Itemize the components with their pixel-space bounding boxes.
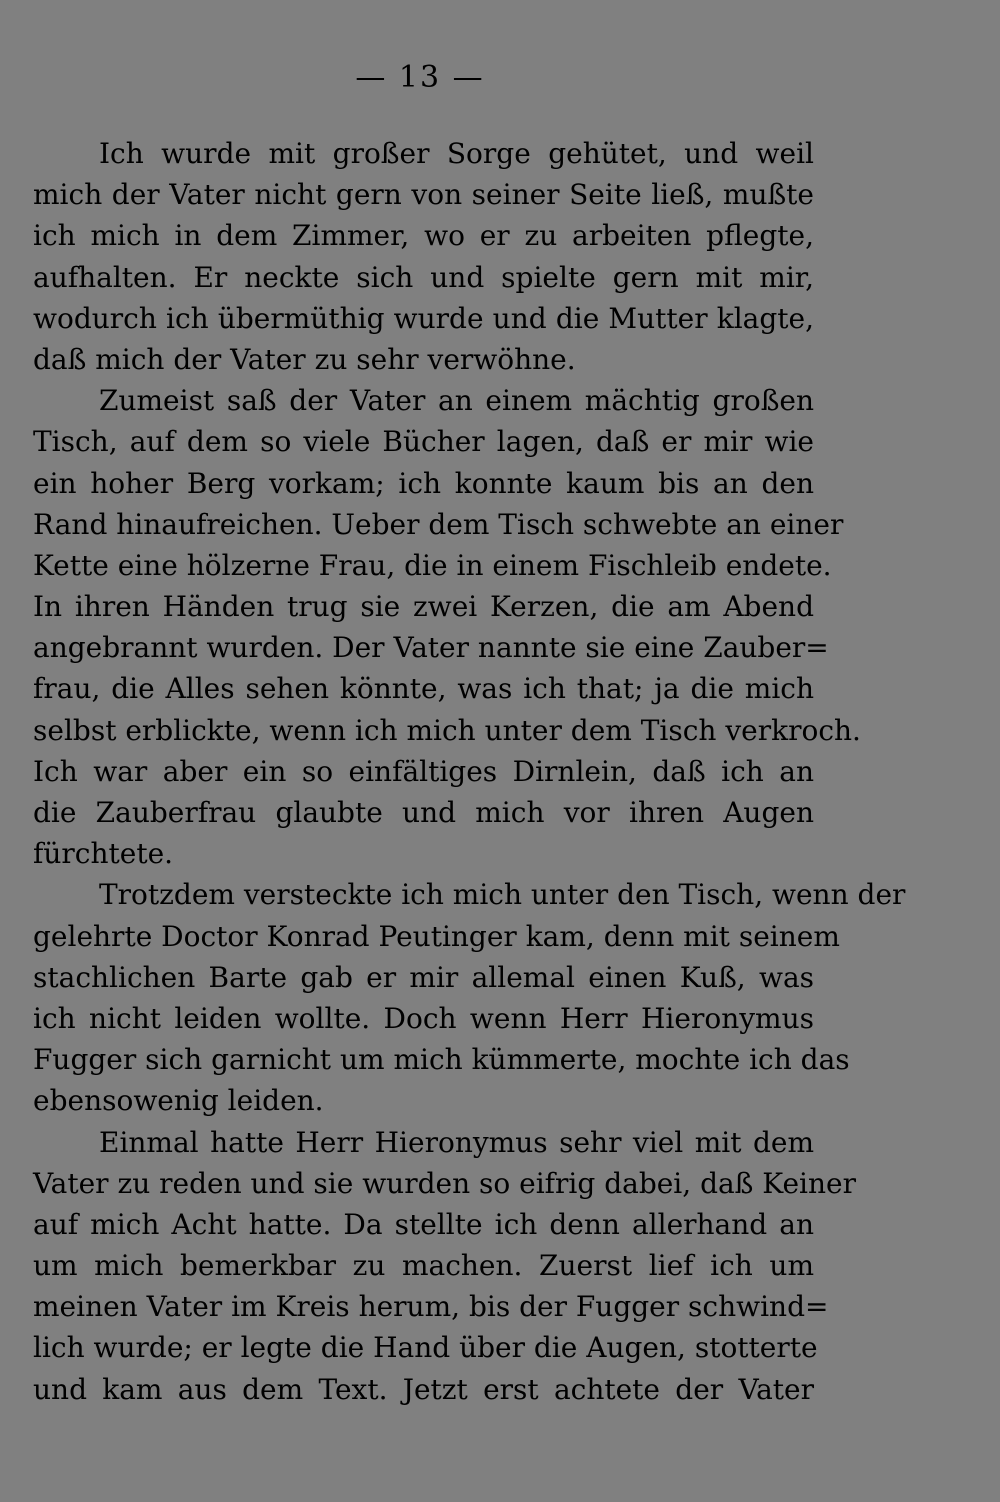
text-line: selbst erblickte, wenn ich mich unter dem Tisch verkroch. — [33, 713, 861, 747]
text-line: angebrannt wurden. Der Vater nannte sie eine Zauber= — [33, 631, 829, 665]
text-line: fürchtete. — [33, 837, 174, 871]
text-line: auf mich Acht hatte. Da stellte ich denn allerhand an — [33, 1207, 814, 1241]
text-line: Trotzdem versteckte ich mich unter den Tisch, wenn der — [99, 878, 906, 912]
text-line: Rand hinaufreichen. Ueber dem Tisch schwebte an einer — [33, 507, 844, 541]
text-line: um mich bemerkbar zu machen. Zuerst lief ich um — [33, 1249, 814, 1283]
body-text — [33, 133, 906, 1410]
text-line: meinen Vater im Kreis herum, bis der Fugger schwind= — [33, 1290, 829, 1324]
text-line: Vater zu reden und sie wurden so eifrig dabei, daß Keiner — [33, 1166, 856, 1200]
text-line: ich nicht leiden wollte. Doch wenn Herr Hieronymus — [33, 1001, 814, 1035]
text-line: Einmal hatte Herr Hieronymus sehr viel mit dem — [99, 1125, 814, 1159]
text-line: daß mich der Vater zu sehr verwöhne. — [33, 342, 576, 376]
text-line: ebensowenig leiden. — [33, 1084, 324, 1118]
text-line: Ich wurde mit großer Sorge gehütet, und weil — [99, 137, 814, 170]
text-line: wodurch ich übermüthig wurde und die Mutter klagte, — [33, 301, 814, 335]
text-line: mich der Vater nicht gern von seiner Seite ließ, mußte — [33, 178, 814, 212]
text-line: Zumeist saß der Vater an einem mächtig großen — [99, 384, 814, 418]
page-number: — 13 — — [355, 60, 485, 95]
text-line: ein hoher Berg vorkam; ich konnte kaum bis an den — [33, 466, 814, 500]
text-line: Fugger sich garnicht um mich kümmerte, mochte ich das — [33, 1043, 850, 1077]
text-line: aufhalten. Er neckte sich und spielte gern mit mir, — [33, 260, 814, 294]
text-line: gelehrte Doctor Konrad Peutinger kam, denn mit seinem — [33, 919, 840, 953]
text-line: Kette eine hölzerne Frau, die in einem Fischleib endete. — [33, 548, 832, 582]
text-line: lich wurde; er legte die Hand über die Augen, stotterte — [33, 1331, 818, 1365]
text-line: frau, die Alles sehen könnte, was ich that; ja die mich — [33, 672, 814, 706]
text-line: ich mich in dem Zimmer, wo er zu arbeiten pflegte, — [33, 219, 814, 253]
text-line: Tisch, auf dem so viele Bücher lagen, daß er mir wie — [33, 425, 814, 459]
text-line: Ich war aber ein so einfältiges Dirnlein, daß ich an — [33, 754, 814, 788]
text-line: die Zauberfrau glaubte und mich vor ihren Augen — [33, 796, 814, 829]
text-line: stachlichen Barte gab er mir allemal einen Kuß, was — [33, 960, 814, 994]
text-line: In ihren Händen trug sie zwei Kerzen, die am Abend — [33, 590, 814, 624]
text-line: und kam aus dem Text. Jetzt erst achtete der Vater — [33, 1372, 814, 1406]
